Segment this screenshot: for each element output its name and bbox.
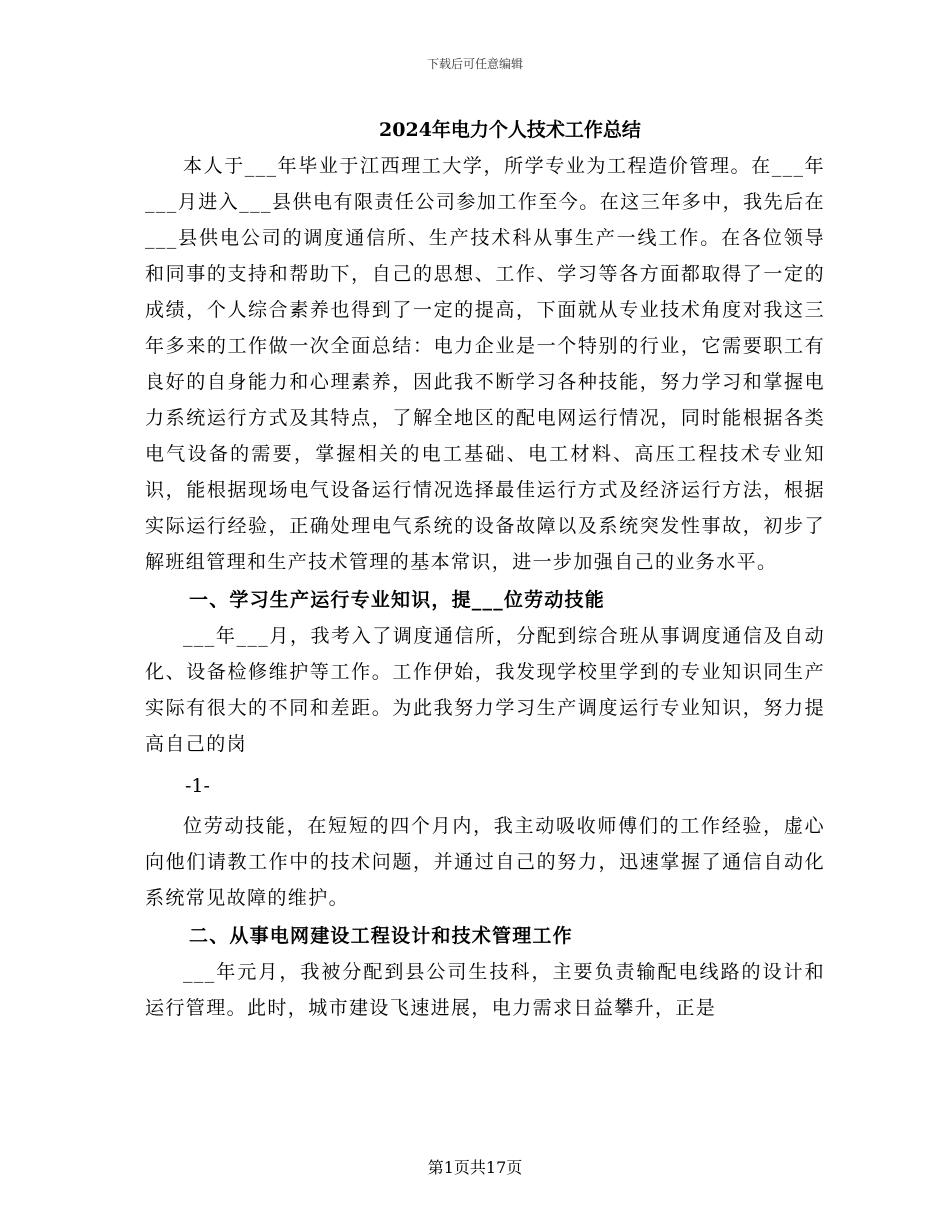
page-footer: 第1页共17页 bbox=[427, 1158, 523, 1177]
section-1-heading: 一、学习生产运行专业知识，提___位劳动技能 bbox=[189, 589, 605, 611]
section-1-paragraph-2: 位劳动技能，在短短的四个月内，我主动吸收师傅们的工作经验，虚心向他们请教工作中的技术问题，并通过自己的努力，迅速掌握了通信自动化系统常见故障的维护。 bbox=[145, 815, 825, 909]
intro-paragraph: 本人于___年毕业于江西理工大学，所学专业为工程造价管理。在___年___月进入___县供电有限责任公司参加工作至今。在这三年多中，我先后在___县供电公司的调度通信所、生产技术科从事生产一线工作。在各位领导和同事的支持和帮助下，自己的思想、工作、学习等各方面都取得了一定的成绩，个人综合素养也得到了一定的提高，下面就从专业技术角度对我这三年多来的工作做一次全面总结：电力企业是一个特别的行业，它需要职工有良好的自身能力和心理素养，因此我不断学习各种技能，努力学习和掌握电力系统运行方式及其特点，了解全地区的配电网运行情况，同时能根据各类电气设备的需要，掌握相关的电工基础、电工材料、高压工程技术专业知识，能根据现场电气设备运行情况选择最佳运行方式及经济运行方法，根据实际运行经验，正确处理电气系统的设备故障以及系统突发性事故，初步了解班组管理和生产技术管理的基本常识，进一步加强自己的业务水平。 bbox=[145, 155, 825, 573]
section-2-paragraph-1: ___年元月，我被分配到县公司生技科，主要负责输配电线路的设计和运行管理。此时，城市建设飞速进展，电力需求日益攀升，正是 bbox=[145, 961, 825, 1019]
section-2-heading: 二、从事电网建设工程设计和技术管理工作 bbox=[189, 925, 573, 947]
document-title: 2024年电力个人技术工作总结 bbox=[379, 119, 641, 141]
section-1-paragraph-1: ___年___月，我考入了调度通信所，分配到综合班从事调度通信及自动化、设备检修维护等工作。工作伊始，我发现学校里学到的专业知识同生产实际有很大的不同和差距。为此我努力学习生产调度运行专业知识，努力提高自己的岗 bbox=[145, 625, 825, 755]
page-header: 下载后可任意编辑 bbox=[426, 57, 523, 71]
document-body bbox=[145, 112, 825, 1026]
inline-page-marker: -1- bbox=[185, 775, 210, 797]
